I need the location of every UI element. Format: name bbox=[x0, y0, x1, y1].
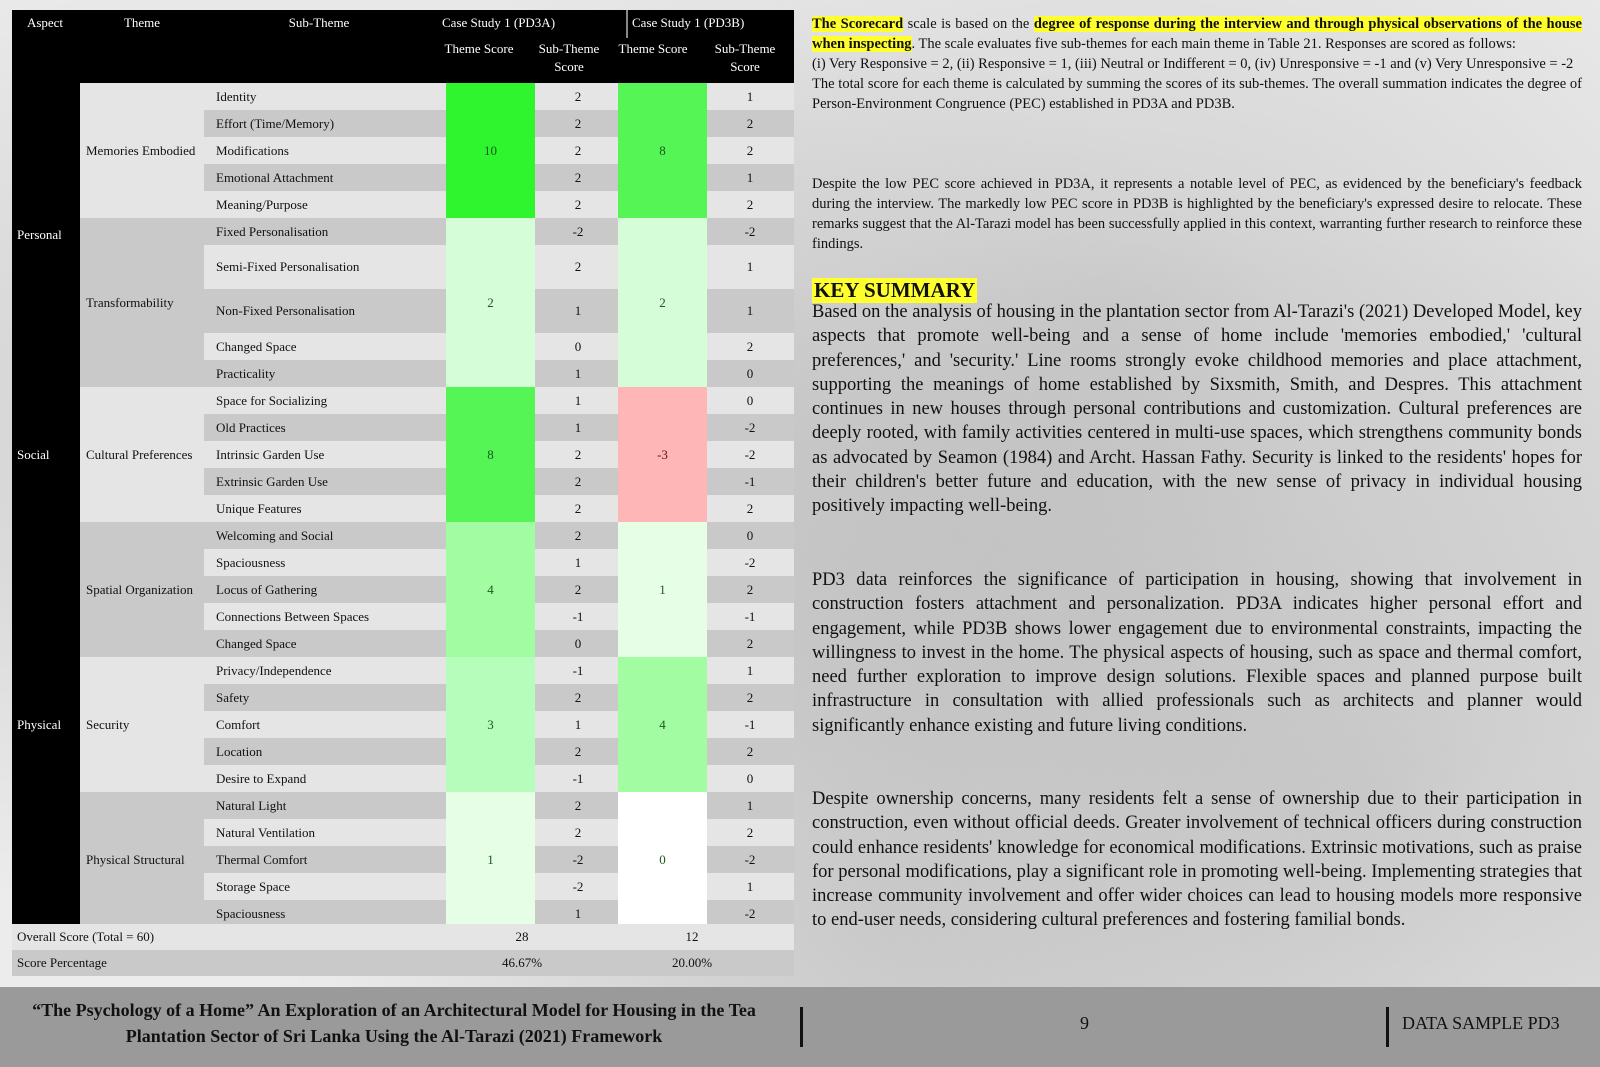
footer-divider bbox=[800, 1007, 803, 1047]
intro-text-2: . The scale evaluates five sub-themes for each main theme in Table 21. Responses are scored as follows: bbox=[911, 36, 1516, 52]
sub-theme-label: Thermal Comfort bbox=[216, 851, 308, 867]
sub-theme-score-b: 1 bbox=[746, 88, 754, 104]
sub-theme-label: Natural Light bbox=[216, 797, 287, 813]
sub-theme-score-b: -2 bbox=[744, 905, 756, 921]
header-theme: Theme bbox=[123, 15, 161, 30]
header-sub-score-b: Sub-Theme Score bbox=[714, 41, 776, 74]
sub-theme-score-a: 2 bbox=[574, 500, 582, 516]
overall-score-row bbox=[12, 924, 794, 950]
sub-theme-label: Spaciousness bbox=[216, 554, 286, 570]
sub-theme-label: Changed Space bbox=[216, 338, 297, 354]
page-footer bbox=[0, 987, 1600, 1067]
overall-score-label: Overall Score (Total = 60) bbox=[17, 929, 155, 944]
sub-theme-score-a: 2 bbox=[574, 259, 582, 274]
scorecard-intro-paragraph bbox=[812, 14, 1582, 114]
sub-theme-label: Semi-Fixed Personalisation bbox=[216, 259, 360, 274]
sub-theme-score-a: 1 bbox=[574, 716, 582, 732]
theme-score-b: 2 bbox=[618, 218, 707, 387]
header-case-a: Case Study 1 (PD3A) bbox=[442, 15, 556, 30]
sub-theme-score-a: 2 bbox=[574, 581, 582, 597]
sub-theme-score-a: 1 bbox=[574, 392, 582, 408]
sub-theme-score-a: -1 bbox=[572, 770, 584, 786]
theme-score-b: 1 bbox=[618, 522, 707, 657]
sub-theme-score-b: 1 bbox=[746, 878, 754, 894]
scoring-scale: (i) Very Responsive = 2, (ii) Responsive = 1, (iii) Neutral or Indifferent = 0, (iv) Unresponsive = -1 and (v) Very Unresponsive = -2 bbox=[812, 56, 1574, 72]
sub-theme-score-b: -2 bbox=[744, 446, 756, 462]
sub-theme-score-b: -1 bbox=[744, 716, 756, 732]
theme-score-a: 4 bbox=[446, 522, 535, 657]
sub-theme-score-b: 0 bbox=[746, 392, 754, 408]
aspect-cell: Personal bbox=[12, 83, 80, 387]
header-aspect: Aspect bbox=[26, 15, 64, 30]
highlight-scorecard: The Scorecard bbox=[812, 16, 904, 32]
theme-cell: Memories Embodied bbox=[80, 83, 204, 218]
sub-theme-score-a: 2 bbox=[574, 743, 582, 759]
sub-theme-label: Desire to Expand bbox=[216, 770, 307, 786]
sub-theme-score-a: -2 bbox=[572, 223, 584, 239]
overall-score-a: 28 bbox=[515, 929, 529, 944]
sub-theme-score-a: -1 bbox=[572, 608, 584, 624]
sub-theme-score-a: 2 bbox=[574, 527, 582, 543]
overall-score-b: 12 bbox=[685, 929, 699, 944]
sub-theme-label: Intrinsic Garden Use bbox=[216, 446, 325, 462]
sub-theme-score-b: 0 bbox=[746, 527, 754, 543]
sub-theme-score-a: 1 bbox=[574, 554, 582, 570]
sub-theme-score-a: 1 bbox=[574, 303, 582, 318]
header-case-b: Case Study 1 (PD3B) bbox=[632, 15, 745, 30]
sub-theme-score-b: -1 bbox=[744, 608, 756, 624]
total-score-explanation: The total score for each theme is calculated by summing the scores of its sub-themes. The overall summation indicates the degree of Person-Environment Congruence (PEC) established in PD3A and PD3B. bbox=[812, 76, 1582, 112]
sub-theme-label: Practicality bbox=[216, 365, 276, 381]
sub-theme-score-a: 2 bbox=[574, 88, 582, 104]
sub-theme-label: Fixed Personalisation bbox=[216, 223, 329, 239]
key-summary-paragraph-3: Despite ownership concerns, many residents felt a sense of ownership due to their participation in construction, even without official deeds. Greater involvement of technical officers during construction could enhance residents' knowledge for economical modifications. Extrinsic motivations, such as praise for personal modifications, play a significant role in promoting well-being. Implementing strategies that increase community involvement and offer wider choices can lead to housing models more responsive to end-user needs, considering cultural preferences and fostering familial bonds. bbox=[812, 789, 1582, 931]
theme-score-a: 10 bbox=[446, 83, 535, 218]
sub-theme-label: Privacy/Independence bbox=[216, 662, 332, 678]
sub-theme-score-a: 2 bbox=[574, 169, 582, 185]
sub-theme-label: Connections Between Spaces bbox=[216, 608, 370, 624]
sub-theme-score-a: 2 bbox=[574, 142, 582, 158]
theme-score-a: 8 bbox=[446, 387, 535, 522]
sub-theme-label: Effort (Time/Memory) bbox=[216, 115, 335, 131]
header-divider bbox=[626, 10, 628, 38]
score-percentage-label: Score Percentage bbox=[17, 955, 107, 970]
intro-text-1: scale is based on the bbox=[903, 16, 1034, 32]
sub-theme-score-b: 2 bbox=[746, 689, 754, 705]
theme-score-b: 4 bbox=[618, 657, 707, 792]
theme-cell: Security bbox=[80, 657, 204, 792]
sub-theme-score-b: 2 bbox=[746, 635, 754, 651]
sub-theme-score-a: 2 bbox=[574, 473, 582, 489]
section-label: DATA SAMPLE PD3 bbox=[1402, 1013, 1560, 1033]
sub-theme-score-b: 0 bbox=[746, 365, 754, 381]
sub-theme-score-a: 2 bbox=[574, 115, 582, 131]
header-theme-score-b: Theme Score bbox=[618, 41, 688, 56]
highlight-degree-of-response: degree of response during the interview and through physical observations of the house when inspecting bbox=[812, 16, 1582, 52]
sub-theme-label: Spaciousness bbox=[216, 905, 286, 921]
sub-theme-score-a: -2 bbox=[572, 878, 584, 894]
sub-theme-score-a: 2 bbox=[574, 446, 582, 462]
sub-theme-score-a: 1 bbox=[574, 365, 582, 381]
key-summary-heading: KEY SUMMARY bbox=[814, 278, 976, 302]
sub-theme-label: Non-Fixed Personalisation bbox=[216, 303, 356, 318]
sub-theme-score-b: 2 bbox=[746, 142, 754, 158]
theme-score-a: 2 bbox=[446, 218, 535, 387]
sub-theme-label: Modifications bbox=[216, 142, 289, 158]
sub-theme-score-a: 1 bbox=[574, 419, 582, 435]
sub-theme-score-b: 2 bbox=[746, 743, 754, 759]
sub-theme-score-a: 2 bbox=[574, 824, 582, 840]
score-percentage-b: 20.00% bbox=[671, 955, 713, 970]
sub-theme-score-a: 2 bbox=[574, 196, 582, 212]
sub-theme-score-b: 2 bbox=[746, 115, 754, 131]
sub-theme-score-a: 2 bbox=[574, 689, 582, 705]
sub-theme-score-b: 1 bbox=[746, 259, 754, 274]
header-theme-score-a: Theme Score bbox=[444, 41, 514, 56]
sub-theme-score-b: 2 bbox=[746, 196, 754, 212]
sub-theme-label: Emotional Attachment bbox=[216, 169, 334, 185]
sub-theme-score-b: 1 bbox=[746, 169, 754, 185]
sub-theme-label: Natural Ventilation bbox=[216, 824, 316, 840]
sub-theme-label: Unique Features bbox=[216, 500, 302, 516]
header-sub-theme: Sub-Theme bbox=[288, 15, 350, 30]
sub-theme-score-a: 0 bbox=[574, 635, 582, 651]
sub-theme-label: Storage Space bbox=[216, 878, 291, 894]
theme-score-b: -3 bbox=[618, 387, 707, 522]
sub-theme-score-b: 2 bbox=[746, 824, 754, 840]
sub-theme-score-b: 2 bbox=[746, 338, 754, 354]
theme-score-b: 8 bbox=[618, 83, 707, 218]
sub-theme-label: Identity bbox=[216, 88, 257, 104]
theme-cell: Spatial Organization bbox=[80, 522, 204, 657]
theme-cell: Physical Structural bbox=[80, 792, 204, 927]
sub-theme-score-b: -2 bbox=[744, 554, 756, 570]
page-number: 9 bbox=[1080, 1013, 1089, 1033]
score-percentage-a: 46.67% bbox=[501, 955, 543, 970]
sub-theme-score-a: -1 bbox=[572, 662, 584, 678]
theme-score-b: 0 bbox=[618, 792, 707, 927]
theme-score-a: 1 bbox=[446, 792, 535, 927]
key-summary-paragraph-1: Based on the analysis of housing in the plantation sector from Al-Tarazi's (2021) Developed Model, key aspects that promote well-being and a sense of home include 'memories embodied,' 'cultural preferences,' and 'security.' Line rooms strongly evoke childhood memories and place attachment, supporting the meanings of home established by Sixsmith, Smith, and Despres. This attachment continues in new houses through personal contributions and customization. Cultural preferences are deeply rooted, with family activities centered in multi-use spaces, which strengthens community bonds as advocated by Seamon (1984) and Archt. Hassan Fathy. Security is linked to the residents' hopes for their children's better future and education, with the new sense of privacy in individual housing positively impacting well-being. bbox=[812, 302, 1582, 517]
aspect-cell: Physical bbox=[12, 522, 80, 927]
theme-score-a: 3 bbox=[446, 657, 535, 792]
aspect-cell: Social bbox=[12, 387, 80, 522]
sub-theme-score-b: 0 bbox=[746, 770, 754, 786]
sub-theme-label: Safety bbox=[216, 689, 250, 705]
sub-theme-label: Welcoming and Social bbox=[216, 527, 334, 543]
sub-theme-score-b: -2 bbox=[744, 419, 756, 435]
header-sub-score-a: Sub-Theme Score bbox=[538, 41, 600, 74]
theme-cell: Transformability bbox=[80, 218, 204, 387]
sub-theme-label: Changed Space bbox=[216, 635, 297, 651]
sub-theme-label: Space for Socializing bbox=[216, 392, 328, 408]
table-header bbox=[12, 10, 794, 83]
footer-divider bbox=[1386, 1007, 1389, 1047]
scorecard-table bbox=[12, 10, 794, 982]
sub-theme-score-b: 1 bbox=[746, 662, 754, 678]
key-summary-paragraph-2: PD3 data reinforces the significance of participation in housing, showing that involvement in construction fosters attachment and personalization. PD3A indicates higher personal effort and engagement, while PD3B shows lower engagement due to environmental constraints, impacting the willingness to invest in the home. The physical aspects of housing, such as space and thermal comfort, need further exploration to improve design solutions. Flexible spaces and planned purpose built infrastructure in consultation with allied professionals such as architects and planner would significantly enhance existing and future living conditions. bbox=[812, 570, 1582, 736]
sub-theme-score-b: 1 bbox=[746, 797, 754, 813]
sub-theme-score-b: -2 bbox=[744, 851, 756, 867]
sub-theme-score-a: -2 bbox=[572, 851, 584, 867]
sub-theme-label: Comfort bbox=[216, 716, 261, 732]
sub-theme-score-b: -1 bbox=[744, 473, 756, 489]
document-title: “The Psychology of a Home” An Exploration of an Architectural Model for Housing in the Tea Plantation Sector of Sri Lanka Using the Al-Tarazi (2021) Framework bbox=[32, 1000, 756, 1046]
sub-theme-score-a: 2 bbox=[574, 797, 582, 813]
sub-theme-label: Locus of Gathering bbox=[216, 581, 318, 597]
sub-theme-score-b: 2 bbox=[746, 581, 754, 597]
sub-theme-label: Meaning/Purpose bbox=[216, 196, 308, 212]
theme-cell: Cultural Preferences bbox=[80, 387, 204, 522]
sub-theme-score-a: 1 bbox=[574, 905, 582, 921]
pec-paragraph: Despite the low PEC score achieved in PD3A, it represents a notable level of PEC, as evidenced by the beneficiary's feedback during the interview. The markedly low PEC score in PD3B is highlighted by the beneficiary's expressed desire to relocate. These remarks suggest that the Al-Tarazi model has been successfully applied in this context, warranting further research to reinforce these findings. bbox=[812, 176, 1582, 252]
sub-theme-score-b: -2 bbox=[744, 223, 756, 239]
sub-theme-label: Old Practices bbox=[216, 419, 286, 435]
score-percentage-row bbox=[12, 950, 794, 976]
sub-theme-score-b: 2 bbox=[746, 500, 754, 516]
sub-theme-label: Location bbox=[216, 743, 263, 759]
sub-theme-score-a: 0 bbox=[574, 338, 582, 354]
sub-theme-score-b: 1 bbox=[746, 303, 754, 318]
sub-theme-label: Extrinsic Garden Use bbox=[216, 473, 328, 489]
